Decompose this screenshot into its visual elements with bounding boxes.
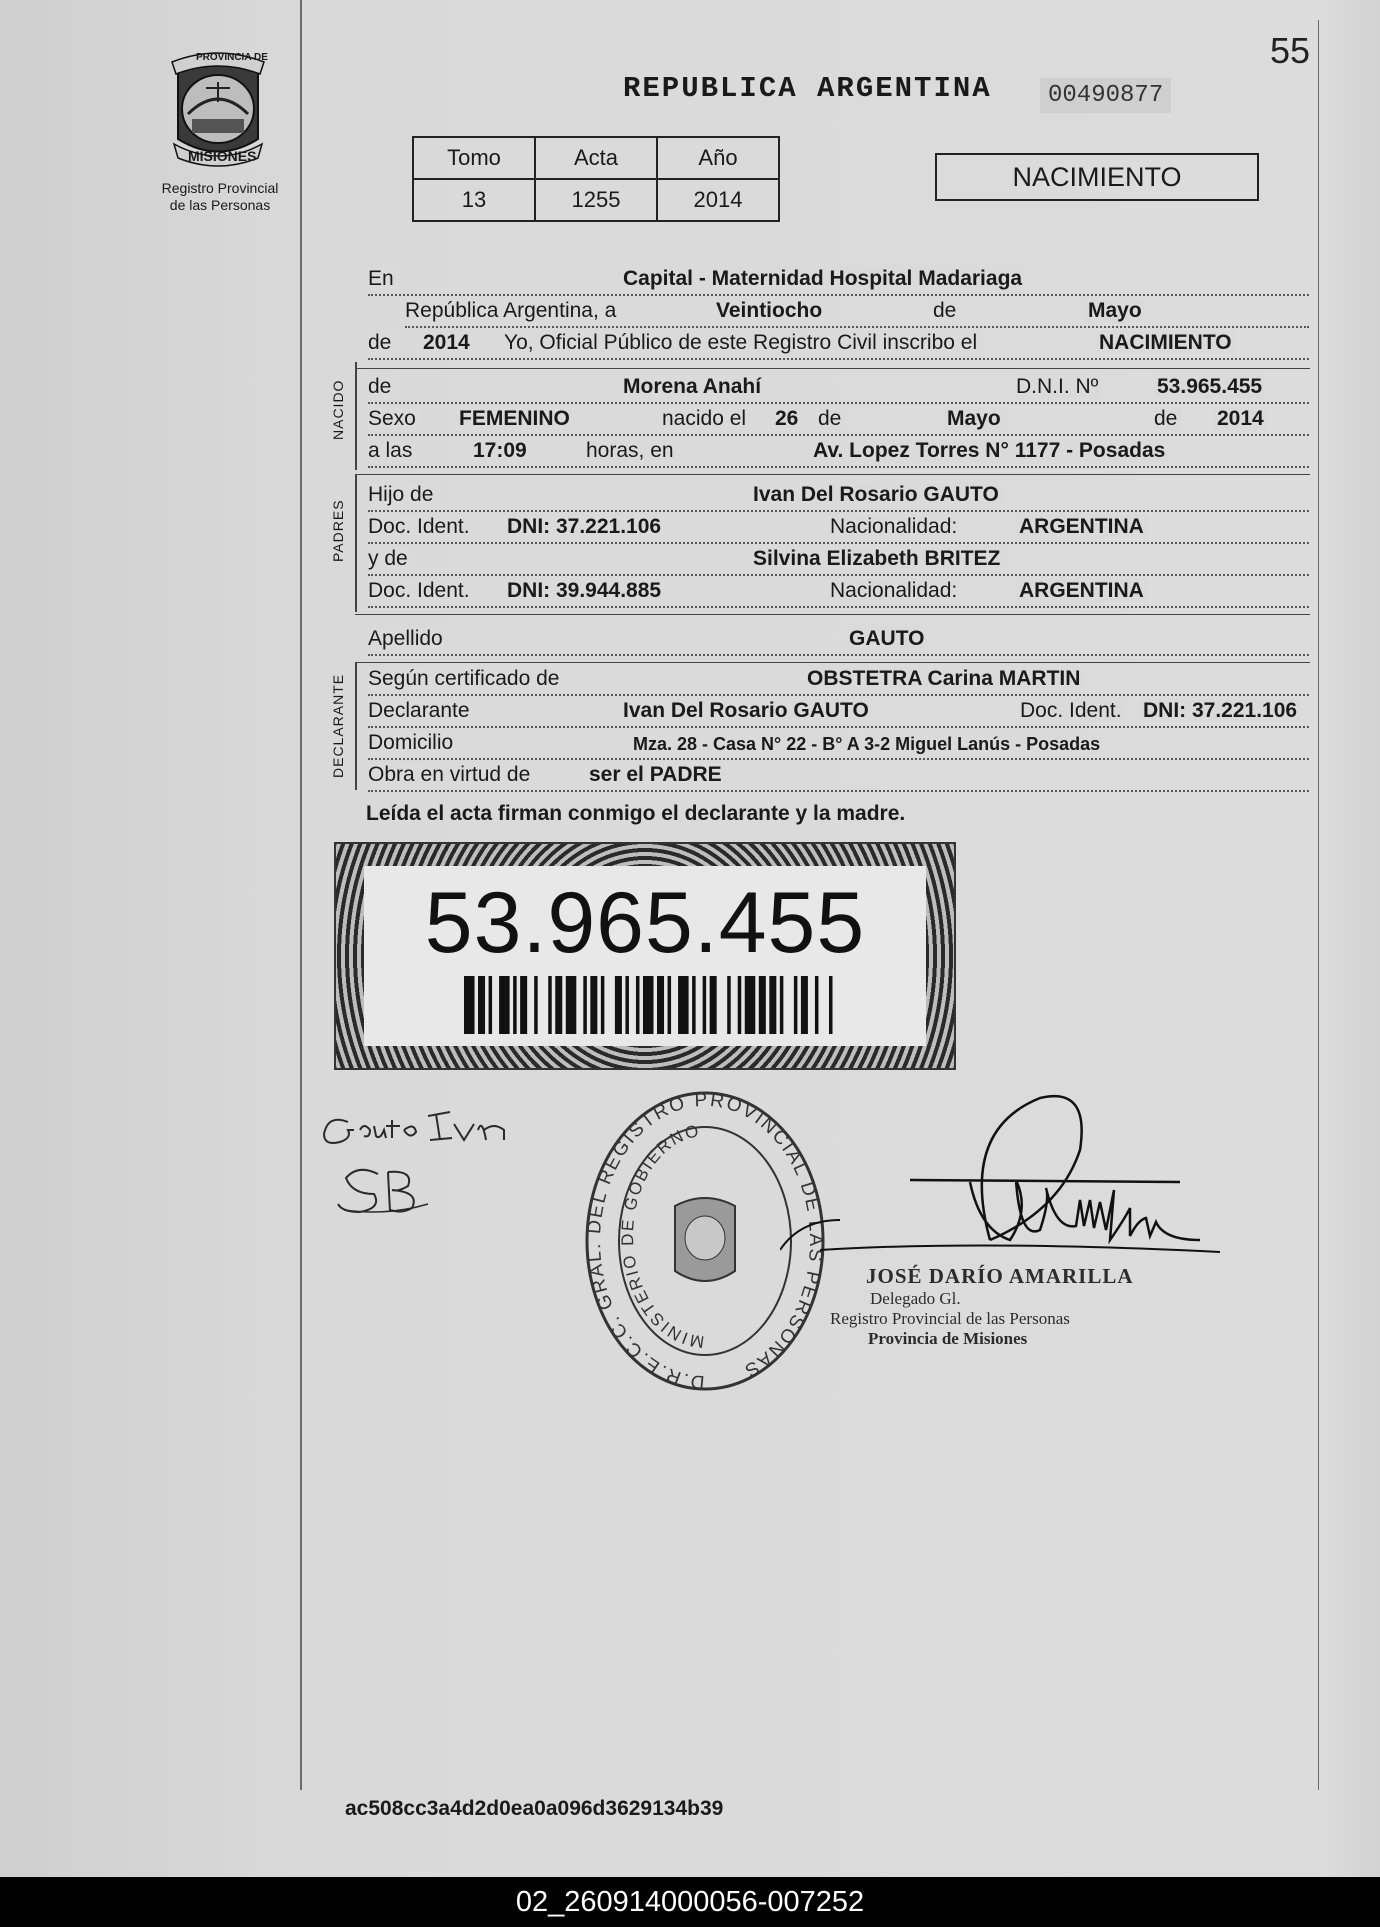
barcode-bar <box>668 976 672 1034</box>
right-margin-line <box>1318 20 1319 1790</box>
value-ano: 2014 <box>657 179 779 221</box>
barcode-bar <box>643 976 654 1034</box>
label-de: de <box>933 299 960 323</box>
logo-ribbon-bottom: MISIONES <box>188 148 257 164</box>
label-hijo-de: Hijo de <box>368 483 437 507</box>
value-certificado: OBSTETRA Carina MARTIN <box>804 667 1083 691</box>
nacido-bracket <box>355 362 357 470</box>
value-sexo: FEMENINO <box>456 407 573 431</box>
label-domicilio: Domicilio <box>368 731 457 755</box>
dni-plate-number: 53.965.455 <box>424 875 866 971</box>
value-father-nationality: ARGENTINA <box>1016 515 1147 539</box>
value-mother-doc: DNI: 39.944.885 <box>504 579 664 603</box>
barcode-bar <box>590 976 597 1034</box>
line-y-de <box>368 542 1309 576</box>
label-nacido-el: nacido el <box>662 407 750 431</box>
tomo-table-value-row <box>413 179 779 221</box>
misiones-coat-of-arms-logo <box>158 44 278 174</box>
label-oficial: Yo, Oficial Público de este Registro Civil inscribo el <box>504 331 981 355</box>
header-tomo: Tomo <box>413 137 535 179</box>
seal-outer-text: D.R.E.C.C. GRAL. DEL REGISTRO PROVINCIAL DE LAS PERSONAS <box>584 1089 827 1393</box>
line-republica <box>405 294 1309 328</box>
registry-line-1: Registro Provincial <box>161 180 279 196</box>
line-mother-doc <box>368 574 1309 608</box>
value-acta: 1255 <box>535 179 657 221</box>
barcode-bar <box>489 976 493 1034</box>
barcode-bar <box>710 976 717 1034</box>
section-label-declarante: DECLARANTE <box>330 673 346 778</box>
line-en <box>368 262 1309 296</box>
barcode-bar <box>801 976 808 1034</box>
barcode-bar <box>794 976 798 1034</box>
dni-plate-inner <box>364 866 926 1046</box>
label-declarante: Declarante <box>368 699 474 723</box>
label-y-de: y de <box>368 547 412 571</box>
value-father-name: Ivan Del Rosario GAUTO <box>750 483 1002 507</box>
barcode-bar <box>727 976 731 1034</box>
line-certificado <box>368 662 1309 696</box>
value-baby-dni: 53.965.455 <box>1154 375 1265 399</box>
seal-inner-text: MINISTERIO DE GOBIERNO <box>617 1120 706 1352</box>
label-father-nationality: Nacionalidad: <box>830 515 961 539</box>
serial-number: 00490877 <box>1040 78 1171 113</box>
value-inscribo: NACIMIENTO <box>1096 331 1235 355</box>
value-tomo: 13 <box>413 179 535 221</box>
label-apellido: Apellido <box>368 627 447 651</box>
official-role: Delegado Gl. <box>870 1289 961 1308</box>
official-office: Registro Provincial de las Personas <box>830 1309 1070 1328</box>
barcode-bar <box>745 976 756 1034</box>
barcode-bar <box>555 976 562 1034</box>
document-type-box: NACIMIENTO <box>935 153 1259 201</box>
official-province: Provincia de Misiones <box>868 1329 1028 1348</box>
label-de-year: de <box>1154 407 1181 431</box>
value-birth-place: Av. Lopez Torres N° 1177 - Posadas <box>810 439 1168 463</box>
document-title: REPUBLICA ARGENTINA <box>623 72 992 105</box>
label-mother-doc: Doc. Ident. <box>368 579 474 603</box>
document-hash: ac508cc3a4d2d0ea0a096d3629134b39 <box>345 1797 724 1820</box>
label-certificado: Según certificado de <box>368 667 563 691</box>
barcode-bar <box>499 976 510 1034</box>
handwritten-annotation <box>318 1100 568 1230</box>
barcode-bar <box>601 976 605 1034</box>
value-day-word: Veintiocho <box>713 299 825 323</box>
barcode-bar <box>534 976 538 1034</box>
barcode-bar <box>583 976 587 1034</box>
page-number: 55 <box>1270 30 1311 71</box>
registry-line-2: de las Personas <box>169 197 271 213</box>
barcode-bar <box>738 976 742 1034</box>
value-obra: ser el PADRE <box>586 763 725 787</box>
value-birth-year: 2014 <box>1214 407 1267 431</box>
barcode-bar <box>520 976 527 1034</box>
line-obra <box>368 758 1309 792</box>
line-nacido-name <box>368 370 1309 404</box>
label-year-de: de <box>368 331 395 355</box>
barcode-bar <box>548 976 552 1034</box>
label-father-doc: Doc. Ident. <box>368 515 474 539</box>
line-apellido <box>368 622 1309 656</box>
barcode-bar <box>464 976 475 1034</box>
barcode-bar <box>759 976 766 1034</box>
value-domicilio: Mza. 28 - Casa N° 22 - B° A 3-2 Miguel Lanús - Posadas <box>630 734 1103 755</box>
barcode-bar <box>815 976 819 1034</box>
dni-barcode <box>464 976 836 1034</box>
label-obra: Obra en virtud de <box>368 763 534 787</box>
label-a-las: a las <box>368 439 416 463</box>
barcode-bar <box>780 976 784 1034</box>
declarante-bracket <box>355 662 357 790</box>
value-apellido: GAUTO <box>846 627 927 651</box>
closing-statement: Leída el acta firman conmigo el declarante y la madre. <box>366 802 906 825</box>
label-name-de: de <box>368 375 395 399</box>
barcode-bar <box>829 976 833 1034</box>
header-acta: Acta <box>535 137 657 179</box>
barcode-bar <box>636 976 640 1034</box>
rule-padres-top <box>355 474 1310 475</box>
value-birth-day: 26 <box>772 407 801 431</box>
line-year <box>368 326 1309 360</box>
line-father-doc <box>368 510 1309 544</box>
barcode-bar <box>692 976 696 1034</box>
value-father-doc: DNI: 37.221.106 <box>504 515 664 539</box>
official-stamp <box>830 1264 1150 1349</box>
barcode-bar <box>657 976 664 1034</box>
tomo-table-header-row <box>413 137 779 179</box>
rule-apellido-top <box>355 614 1310 615</box>
barcode-bar <box>478 976 485 1034</box>
label-declarante-doc: Doc. Ident. <box>1020 699 1126 723</box>
line-sexo <box>368 402 1309 436</box>
value-declarante: Ivan Del Rosario GAUTO <box>620 699 872 723</box>
value-month: Mayo <box>1085 299 1145 323</box>
label-en: En <box>368 267 398 291</box>
barcode-bar <box>625 976 629 1034</box>
label-sexo: Sexo <box>368 407 420 431</box>
line-declarante <box>368 694 1309 728</box>
section-label-nacido: NACIDO <box>330 379 346 440</box>
value-birth-month: Mayo <box>944 407 1004 431</box>
label-dni: D.N.I. Nº <box>1016 375 1102 399</box>
barcode-bar <box>678 976 689 1034</box>
dni-number-plate <box>334 842 956 1070</box>
label-horas: horas, en <box>586 439 678 463</box>
barcode-bar <box>566 976 577 1034</box>
value-time: 17:09 <box>470 439 530 463</box>
barcode-bar <box>513 976 517 1034</box>
value-year: 2014 <box>420 331 473 355</box>
label-de-month: de <box>818 407 845 431</box>
value-declarante-doc: DNI: 37.221.106 <box>1140 699 1300 723</box>
footer-file-id: 02_260914000056-007252 <box>0 1877 1380 1927</box>
registry-caption <box>145 180 295 214</box>
left-margin-line <box>300 0 302 1790</box>
value-baby-name: Morena Anahí <box>620 375 764 399</box>
label-mother-nationality: Nacionalidad: <box>830 579 961 603</box>
value-mother-name: Silvina Elizabeth BRITEZ <box>750 547 1003 571</box>
logo-ribbon-top: PROVINCIA DE <box>196 52 268 63</box>
tomo-acta-table <box>412 136 780 222</box>
header-ano: Año <box>657 137 779 179</box>
rule-nacido-top <box>355 368 1310 369</box>
barcode-bar <box>703 976 707 1034</box>
line-a-las <box>368 434 1309 468</box>
line-domicilio <box>368 726 1309 760</box>
line-hijo-de <box>368 478 1309 512</box>
padres-bracket <box>355 474 357 612</box>
value-mother-nationality: ARGENTINA <box>1016 579 1147 603</box>
official-name: JOSÉ DARÍO AMARILLA <box>866 1264 1134 1288</box>
label-republica: República Argentina, a <box>405 299 620 323</box>
barcode-bar <box>769 976 776 1034</box>
section-label-padres: PADRES <box>330 499 346 562</box>
value-place-of-registry: Capital - Maternidad Hospital Madariaga <box>620 267 1025 291</box>
barcode-bar <box>615 976 622 1034</box>
